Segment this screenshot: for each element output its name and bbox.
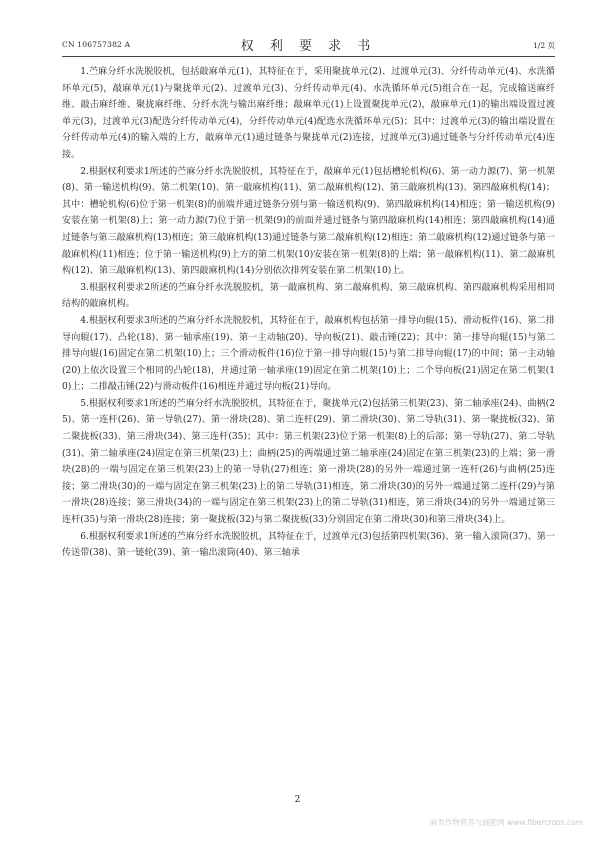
claim-paragraph: 5.根据权利要求1所述的苎麻分纤水洗脱胶机，其特征在于，聚拢单元(2)包括第三机架(23)、第二轴承座(24)、曲柄(25)、第一连杆(26)、第一导轨(27)、第一滑块(28)、第二连杆(29)、第二滑块(30)、第二导轨(31)、第一聚拢板(32)、第二聚拢板(33)、第三滑块(34)、第三连杆(35)；其中：第三机架(23)位于第一机架(8)上的后部；第一导轨(27)、第二导轨(31)、第二轴承座(24)固定在第三机架(23)上；曲柄(25)的两端通过第二轴承座(24)固定在第三机架(23)的上端；第一滑块(28)的一端与固定在第三机架(23)上的第一导轨(27)相连；第一滑块(28)的另外一端通过第一连杆(26)与曲柄(25)连接；第二滑块(30)的一端与固定在第三机架(23)上的第二导轨(31)相连，第二滑块(30)的另外一端通过第二连杆(29)与第一滑块(28)连接；第三滑块(34)的一端与固定在第三机架(23)上的第二导轨(31)相连，第三滑块(34)的另外一端通过第三连杆(35)与第一滑块(28)连接；第一聚拢板(32)与第二聚拢板(33)分别固定在第二滑块(30)和第三滑块(34)上。 (62, 398, 555, 526)
header-rule (62, 56, 555, 57)
claim-paragraph: 6.根据权利要求1所述的苎麻分纤水洗脱胶机，其特征在于，过渡单元(3)包括第四机架(36)、第一输入滚筒(37)、第一传送带(38)、第一链轮(39)、第一输出滚筒(40)、第三轴承 (62, 531, 555, 559)
page-header (62, 28, 555, 56)
page-number: 2 (294, 795, 301, 805)
claim-paragraph: 3.根据权利要求2所述的苎麻分纤水洗脱胶机，第一敲麻机构、第二敲麻机构、第三敲麻机构、第四敲麻机构采用相同结构的敲麻机构。 (62, 282, 555, 310)
site-watermark: 麻类作物营养与施肥网 www.fibercrops.com (429, 818, 583, 827)
document-title: 权 利 要 求 书 (240, 39, 377, 54)
claims-body (62, 64, 555, 562)
page-indicator: 1/2 页 (533, 41, 555, 50)
claim-paragraph: 4.根据权利要求3所述的苎麻分纤水洗脱胶机，其特征在于，敲麻机构包括第一排导向辊(15)、滑动板件(16)、第二排导向辊(17)、凸轮(18)、第一轴承座(19)、第一主动轴(20)、导向板(21)、敲击锤(22)；其中：第一排导向辊(15)与第二排导向辊(16)固定在第二机架(10)上；三个滑动板件(16)位于第一排导向辊(15)与第二排导向辊(17)的中间；第一主动轴(20)上依次设置三个相同的凸轮(18)，并通过第一轴承座(19)固定在第二机架(10)上；二个导向板(21)固定在第二机架(10)上；二排敲击锤(22)与滑动板件(16)相连并通过导向板(21)导向。 (62, 315, 556, 393)
patent-number: CN 106757382 A (62, 40, 131, 49)
claim-paragraph: 1.苎麻分纤水洗脱胶机，包括敲麻单元(1)，其特征在于，采用聚拢单元(2)、过渡单元(3)、分纤传动单元(4)、水洗循环单元(5)，敲麻单元(1)与聚拢单元(2)、过渡单元(3)、分纤传动单元(4)、水洗循环单元(5)组合在一起，完成输送麻纤维、敲击麻纤维、聚拢麻纤维、分纤水洗与输出麻纤维；敲麻单元(1)上设置聚拢单元(2)，敲麻单元(1)的输出端设置过渡单元(3)，过渡单元(3)配选分纤传动单元(4)，分纤传动单元(4)配选水洗循环单元(5)；其中：过渡单元(3)的输出端设置在分纤传动单元(4)的输入端的上方，敲麻单元(1)通过链条与聚拢单元(2)连接，过渡单元(3)通过链条与分纤传动单元(4)连接。 (62, 67, 555, 160)
claim-paragraph: 2.根据权利要求1所述的苎麻分纤水洗脱胶机，其特征在于，敲麻单元(1)包括槽轮机构(6)、第一动力源(7)、第一机架(8)、第一输送机构(9)、第二机架(10)、第一敲麻机构(11)、第二敲麻机构(12)、第三敲麻机构(13)、第四敲麻机构(14)；其中：槽轮机构(6)位于第一机架(8)的前端并通过链条分别与第一输送机构(9)、第四敲麻机构(14)相连；第一输送机构(9)安装在第一机架(8)上；第一动力源(7)位于第一机架(9)的前面并通过链条与第四敲麻机构(14)相连；第四敲麻机构(14)通过链条与第三敲麻机构(13)相连；第三敲麻机构(13)通过链条与第二敲麻机构(12)相连；第二敲麻机构(12)通过链条与第一敲麻机构(11)相连；位于第一输送机构(9)上方的第二机架(10)安装在第一机架(8)的上端；第一敲麻机构(11)、第二敲麻机构(12)、第三敲麻机构(13)、第四敲麻机构(14)分别依次排列安装在第二机架(10)上。 (62, 166, 555, 277)
